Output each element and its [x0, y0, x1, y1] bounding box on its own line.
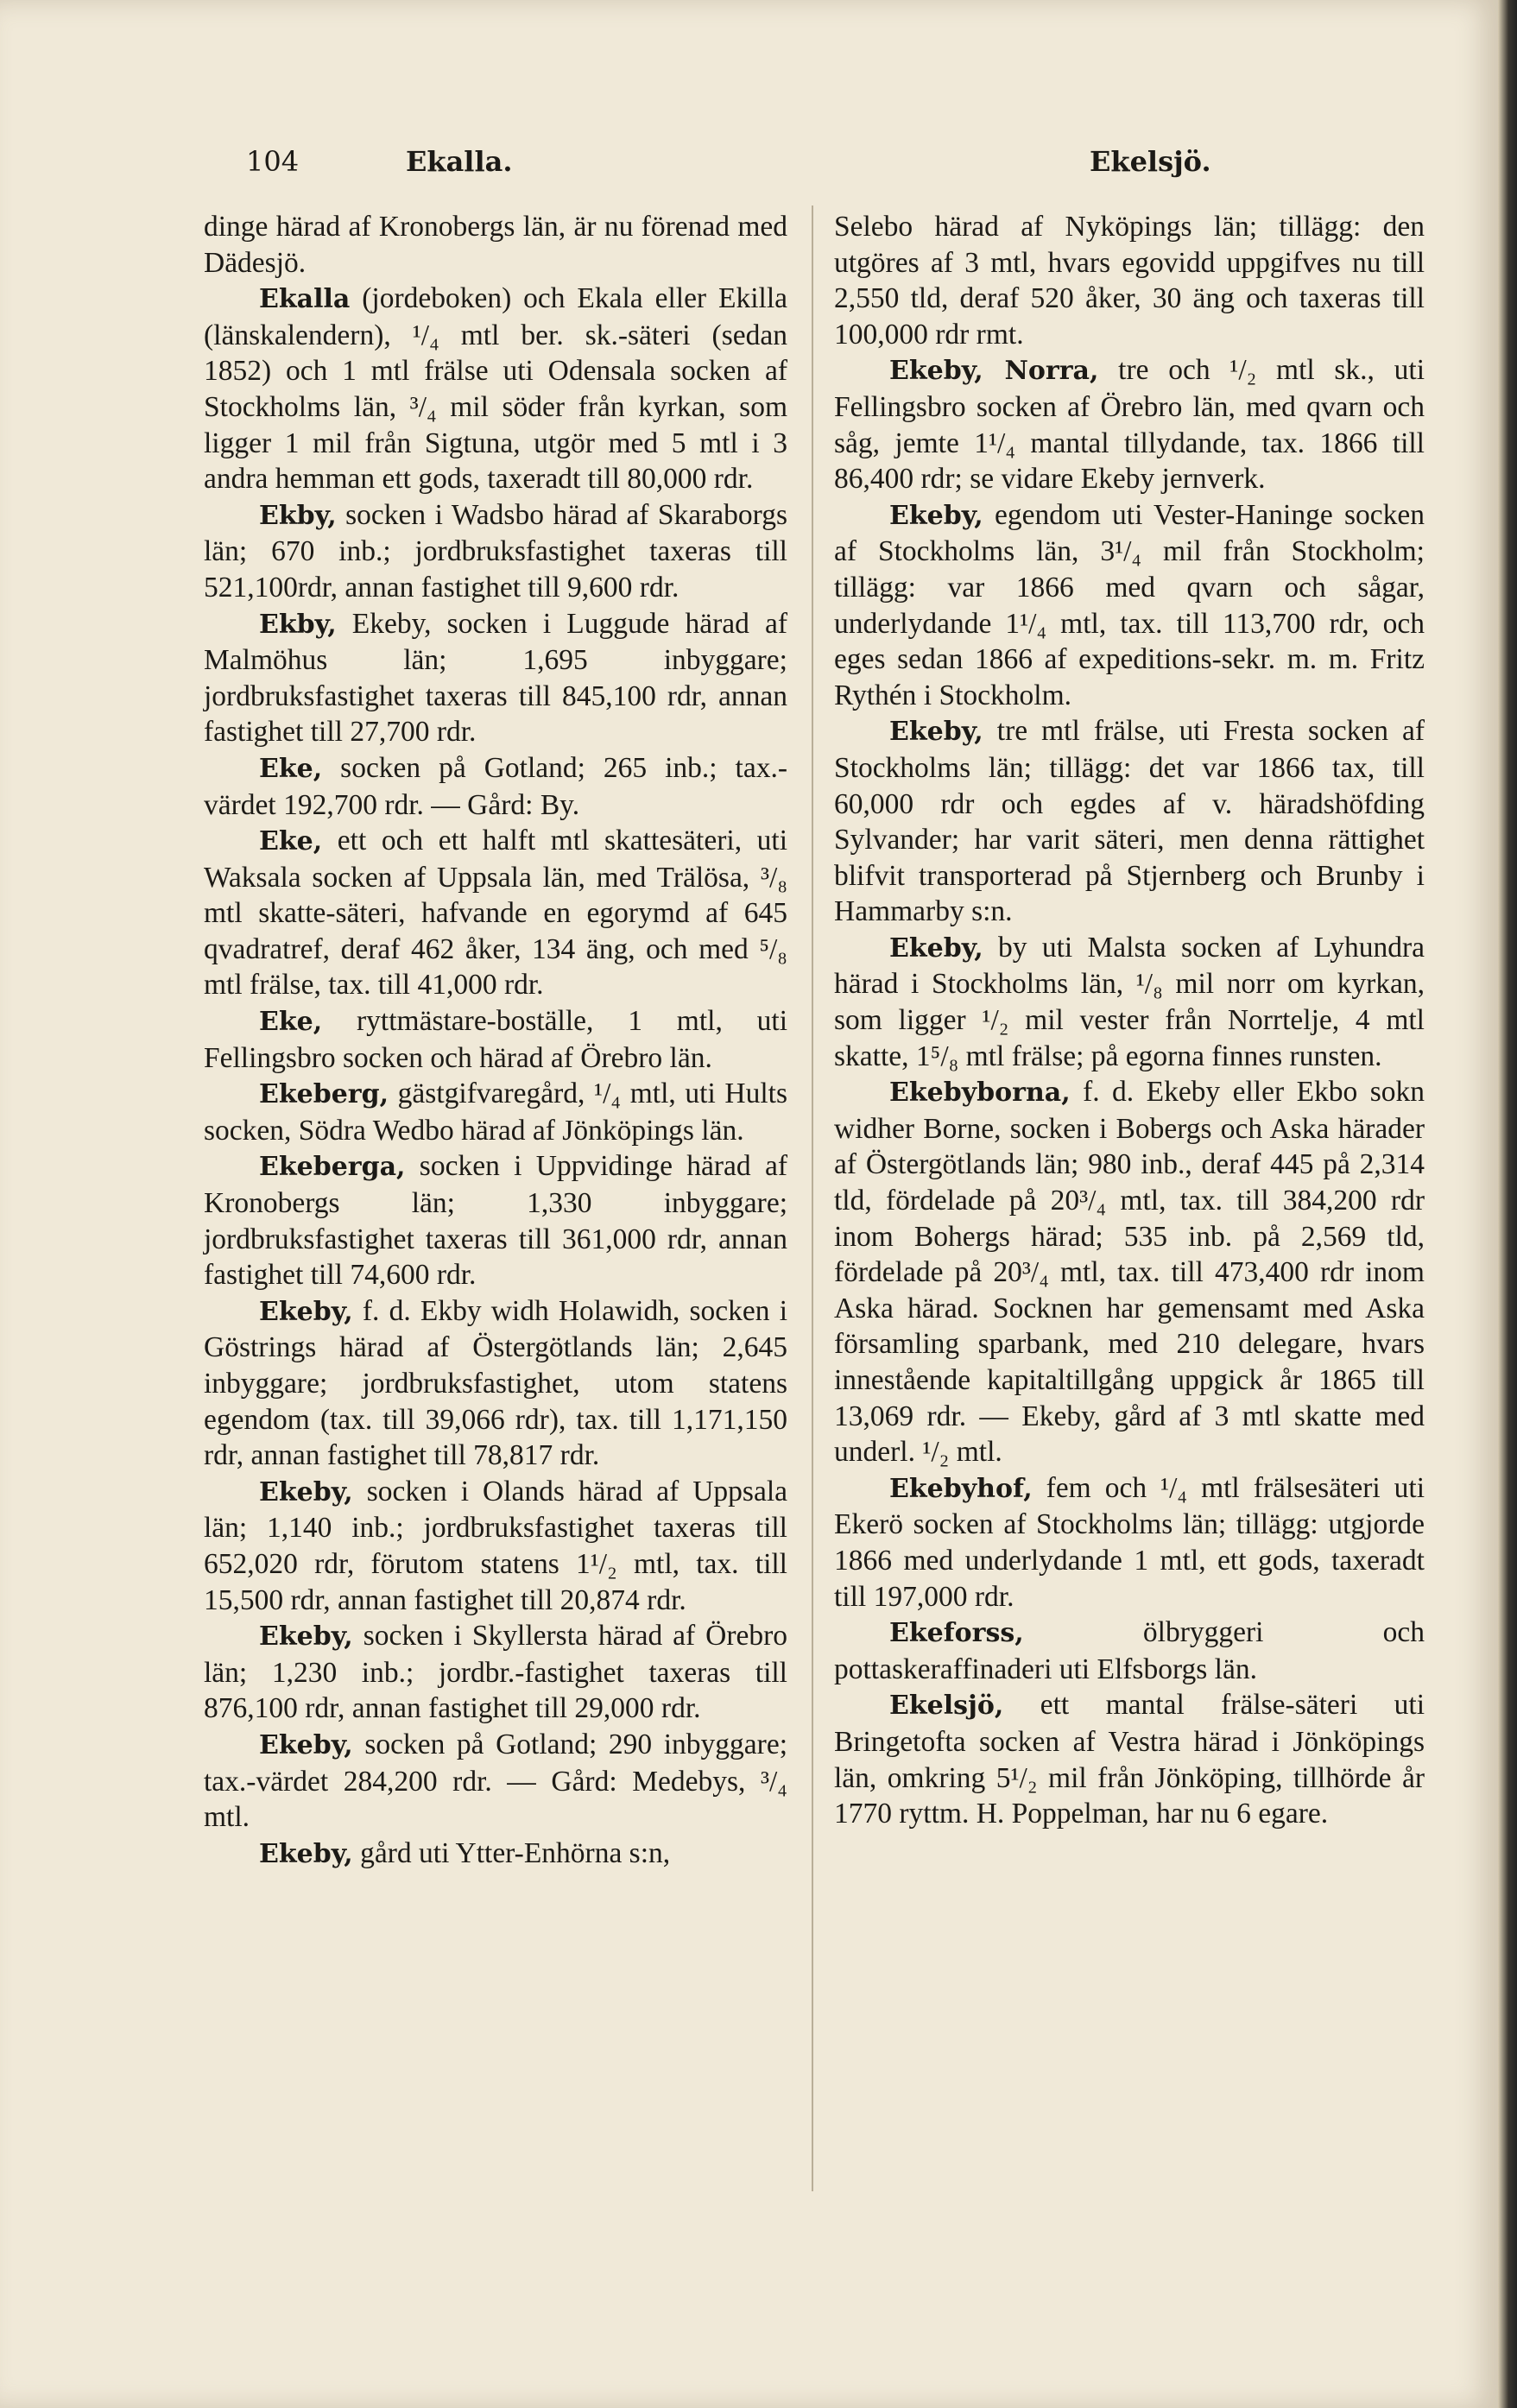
column-divider	[812, 205, 813, 2191]
dictionary-entry	[834, 209, 1425, 352]
dictionary-entry	[834, 497, 1425, 714]
entry-text: ett mantal frälse-säteri uti Bringetofta socken af Vestra härad i Jönköpings län, omkring 5¹/₂ mil från Jönköping, tillhörde år 1770 ryttm. H. Poppelman, har nu 6 egare.	[834, 1689, 1425, 1830]
dictionary-entry	[834, 352, 1425, 496]
dictionary-entry	[204, 1836, 787, 1873]
entry-headword: Eke,	[259, 826, 323, 857]
entry-headword: Ekelsjö,	[889, 1691, 1004, 1722]
entry-text: by uti Malsta socken af Lyhundra härad i Stockholms län, ¹/₈ mil norr om kyrkan, som ligger ¹/₂ mil vester från Norrtelje, 4 mtl skatte, 1⁵/₈ mtl frälse; på egorna finnes runsten.	[834, 931, 1425, 1072]
entry-text: socken på Gotland; 290 inbyggare; tax.-värdet 284,200 rdr. — Gård: Medebys, ³/₄ mtl.	[204, 1728, 787, 1834]
dictionary-entry	[204, 1727, 787, 1836]
right-column	[834, 209, 1425, 1832]
right-header-word: Ekelsjö.	[1090, 145, 1211, 178]
dictionary-entry	[204, 209, 787, 281]
entry-headword: Ekalla	[259, 284, 351, 315]
dictionary-entry	[834, 930, 1425, 1074]
dictionary-entry	[204, 1003, 787, 1076]
entry-text: tre och ¹/₂ mtl sk., uti Fellingsbro socken af Örebro län, med qvarn och såg, jemte 1¹/₄ mantal tillydande, tax. 1866 till 86,400 rdr; se vidare Ekeby jernverk.	[834, 354, 1425, 496]
entry-text: ölbryggeri och pottaskeraffinaderi uti Elfsborgs län.	[834, 1616, 1425, 1685]
entry-headword: Ekeberga,	[259, 1152, 406, 1183]
dictionary-entry	[204, 1148, 787, 1292]
dictionary-entry	[204, 1474, 787, 1618]
dictionary-entry	[204, 1076, 787, 1148]
entry-headword: Eke,	[259, 753, 323, 784]
entry-headword: Eke,	[259, 1007, 323, 1038]
dictionary-entry	[204, 823, 787, 1003]
left-header-word: Ekalla.	[406, 145, 513, 178]
entry-headword: Ekeby,	[259, 1476, 353, 1507]
dictionary-entry	[834, 1615, 1425, 1687]
entry-text: gård uti Ytter-Enhörna s:n,	[360, 1836, 671, 1869]
entry-headword: Ekeby,	[259, 1621, 353, 1653]
entry-text: egendom uti Vester-Haninge socken af Stockholms län, 3¹/₄ mil från Stockholm; tillägg: var 1866 med qvarn och sågar, underlydande 1¹/₄ mtl, tax. till 113,700 rdr, och eges sedan 1866 af expeditions-sekr. m. m. Fritz Rythén i Stockholm.	[834, 498, 1425, 711]
entry-text: Selebo härad af Nyköpings län; tillägg: den utgöres af 3 mtl, hvars egovidd uppgifves nu till 2,550 tld, deraf 520 åker, 30 äng och taxeras till 100,000 rdr rmt.	[834, 211, 1425, 351]
entry-headword: Ekebyhof,	[889, 1473, 1033, 1504]
entry-headword: Ekeby,	[259, 1729, 353, 1760]
dictionary-entry	[204, 497, 787, 606]
page-number: 104	[246, 145, 300, 178]
left-column	[204, 209, 787, 1872]
entry-text: tre mtl frälse, uti Fresta socken af Stockholms län; tillägg: det var 1866 tax, till 60,000 rdr och egdes af v. häradshöfding Sylvander; har varit säteri, men denna rättighet blifvit transporterad på Stjernberg och Brunby i Hammarby s:n.	[834, 715, 1425, 928]
entry-text: (jordeboken) och Ekala eller Ekilla (länskalendern), ¹/₄ mtl ber. sk.-säteri (sedan 1852) och 1 mtl frälse uti Odensala socken af Stockholms län, ³/₄ mil söder från kyrkan, som ligger 1 mil från Sigtuna, utgör med 5 mtl i 3 andra hemman ett gods, taxeradt till 80,000 rdr.	[204, 282, 787, 496]
entry-text: gästgifvaregård, ¹/₄ mtl, uti Hults socken, Södra Wedbo härad af Jönköpings län.	[204, 1078, 787, 1147]
dictionary-entry	[834, 713, 1425, 930]
entry-headword: Ekeby,	[259, 1838, 353, 1869]
dictionary-entry	[204, 750, 787, 823]
entry-text: socken på Gotland; 265 inb.; tax.-värdet 192,700 rdr. — Gård: By.	[204, 751, 788, 821]
entry-headword: Ekebyborna,	[889, 1078, 1071, 1109]
entry-headword: Ekeberg,	[259, 1079, 389, 1110]
entry-headword: Ekeby,	[889, 500, 983, 531]
entry-text: f. d. Ekeby eller Ekbo sokn widher Borne, socken i Bobergs och Aska härader af Östergötlands län; 980 inb., deraf 445 på 2,314 tld, fördelade på 20³/₄ mtl, tax. till 384,200 rdr inom Bohergs härad; 535 inb. på 2,569 tld, fördelade på 20³/₄ mtl, tax. till 473,400 rdr inom Aska härad. Socknen har gemensamt med Aska församling sparbank, med 210 delegare, hvars innestående kapitaltillgång uppgick år 1865 till 13,069 rdr. — Ekeby, gård af 3 mtl skatte med underl. ¹/₂ mtl.	[834, 1076, 1425, 1469]
page-edge-shadow	[1498, 0, 1517, 2408]
dictionary-entry	[834, 1470, 1425, 1615]
running-header	[0, 145, 1498, 188]
entry-text: socken i Olands härad af Uppsala län; 1,140 inb.; jordbruksfastighet taxeras till 652,020 rdr, förutom statens 1¹/₂ mtl, tax. till 15,500 rdr, annan fastighet till 20,874 rdr.	[204, 1475, 788, 1616]
entry-headword: Ekeforss,	[889, 1618, 1024, 1649]
entry-headword: Ekeby, Norra,	[889, 356, 1099, 387]
entry-headword: Ekeby,	[889, 932, 983, 964]
dictionary-entry	[204, 281, 787, 497]
dictionary-entry	[834, 1074, 1425, 1470]
entry-text: ryttmästare-boställe, 1 mtl, uti Fellingsbro socken och härad af Örebro län.	[204, 1005, 787, 1074]
entry-headword: Ekby,	[259, 500, 337, 531]
entry-text: Ekeby, socken i Luggude härad af Malmöhus län; 1,695 inbyggare; jordbruksfastighet taxeras till 845,100 rdr, annan fastighet till 27,700 rdr.	[204, 607, 787, 749]
entry-text: f. d. Ekby widh Holawidh, socken i Göstrings härad af Östergötlands län; 2,645 inbyggare; jordbruksfastighet, utom statens egendom (tax. till 39,066 rdr), tax. till 1,171,150 rdr, annan fastighet till 78,817 rdr.	[204, 1294, 787, 1472]
entry-headword: Ekby,	[259, 609, 337, 640]
entry-headword: Ekeby,	[259, 1296, 353, 1327]
dictionary-entry	[204, 1618, 787, 1727]
entry-text: fem och ¹/₄ mtl frälsesäteri uti Ekerö socken af Stockholms län; tillägg: utgjorde 1866 med underlydande 1 mtl, ett gods, taxeradt till 197,000 rdr.	[834, 1471, 1425, 1613]
entry-text: socken i Skyllersta härad af Örebro län; 1,230 inb.; jordbr.-fastighet taxeras till 876,100 rdr, annan fastighet till 29,000 rdr.	[204, 1620, 788, 1725]
entry-text: socken i Wadsbo härad af Skaraborgs län; 670 inb.; jordbruksfastighet taxeras till 521,100rdr, annan fastighet till 9,600 rdr.	[204, 498, 787, 604]
entry-headword: Ekeby,	[889, 717, 983, 748]
entry-text: ett och ett halft mtl skattesäteri, uti Waksala socken af Uppsala län, med Trälösa, ³/₈ mtl skatte-säteri, hafvande en egorymd af 645 qvadratref, deraf 462 åker, 134 äng, och med ⁵/₈ mtl frälse, tax. till 41,000 rdr.	[204, 825, 788, 1002]
entry-text: socken i Uppvidinge härad af Kronobergs län; 1,330 inbyggare; jordbruksfastighet taxeras till 361,000 rdr, annan fastighet till 74,600 rdr.	[204, 1150, 787, 1292]
dictionary-entry	[834, 1687, 1425, 1831]
dictionary-entry	[204, 606, 787, 750]
dictionary-entry	[204, 1293, 787, 1474]
entry-text: dinge härad af Kronobergs län, är nu förenad med Dädesjö.	[204, 211, 787, 279]
